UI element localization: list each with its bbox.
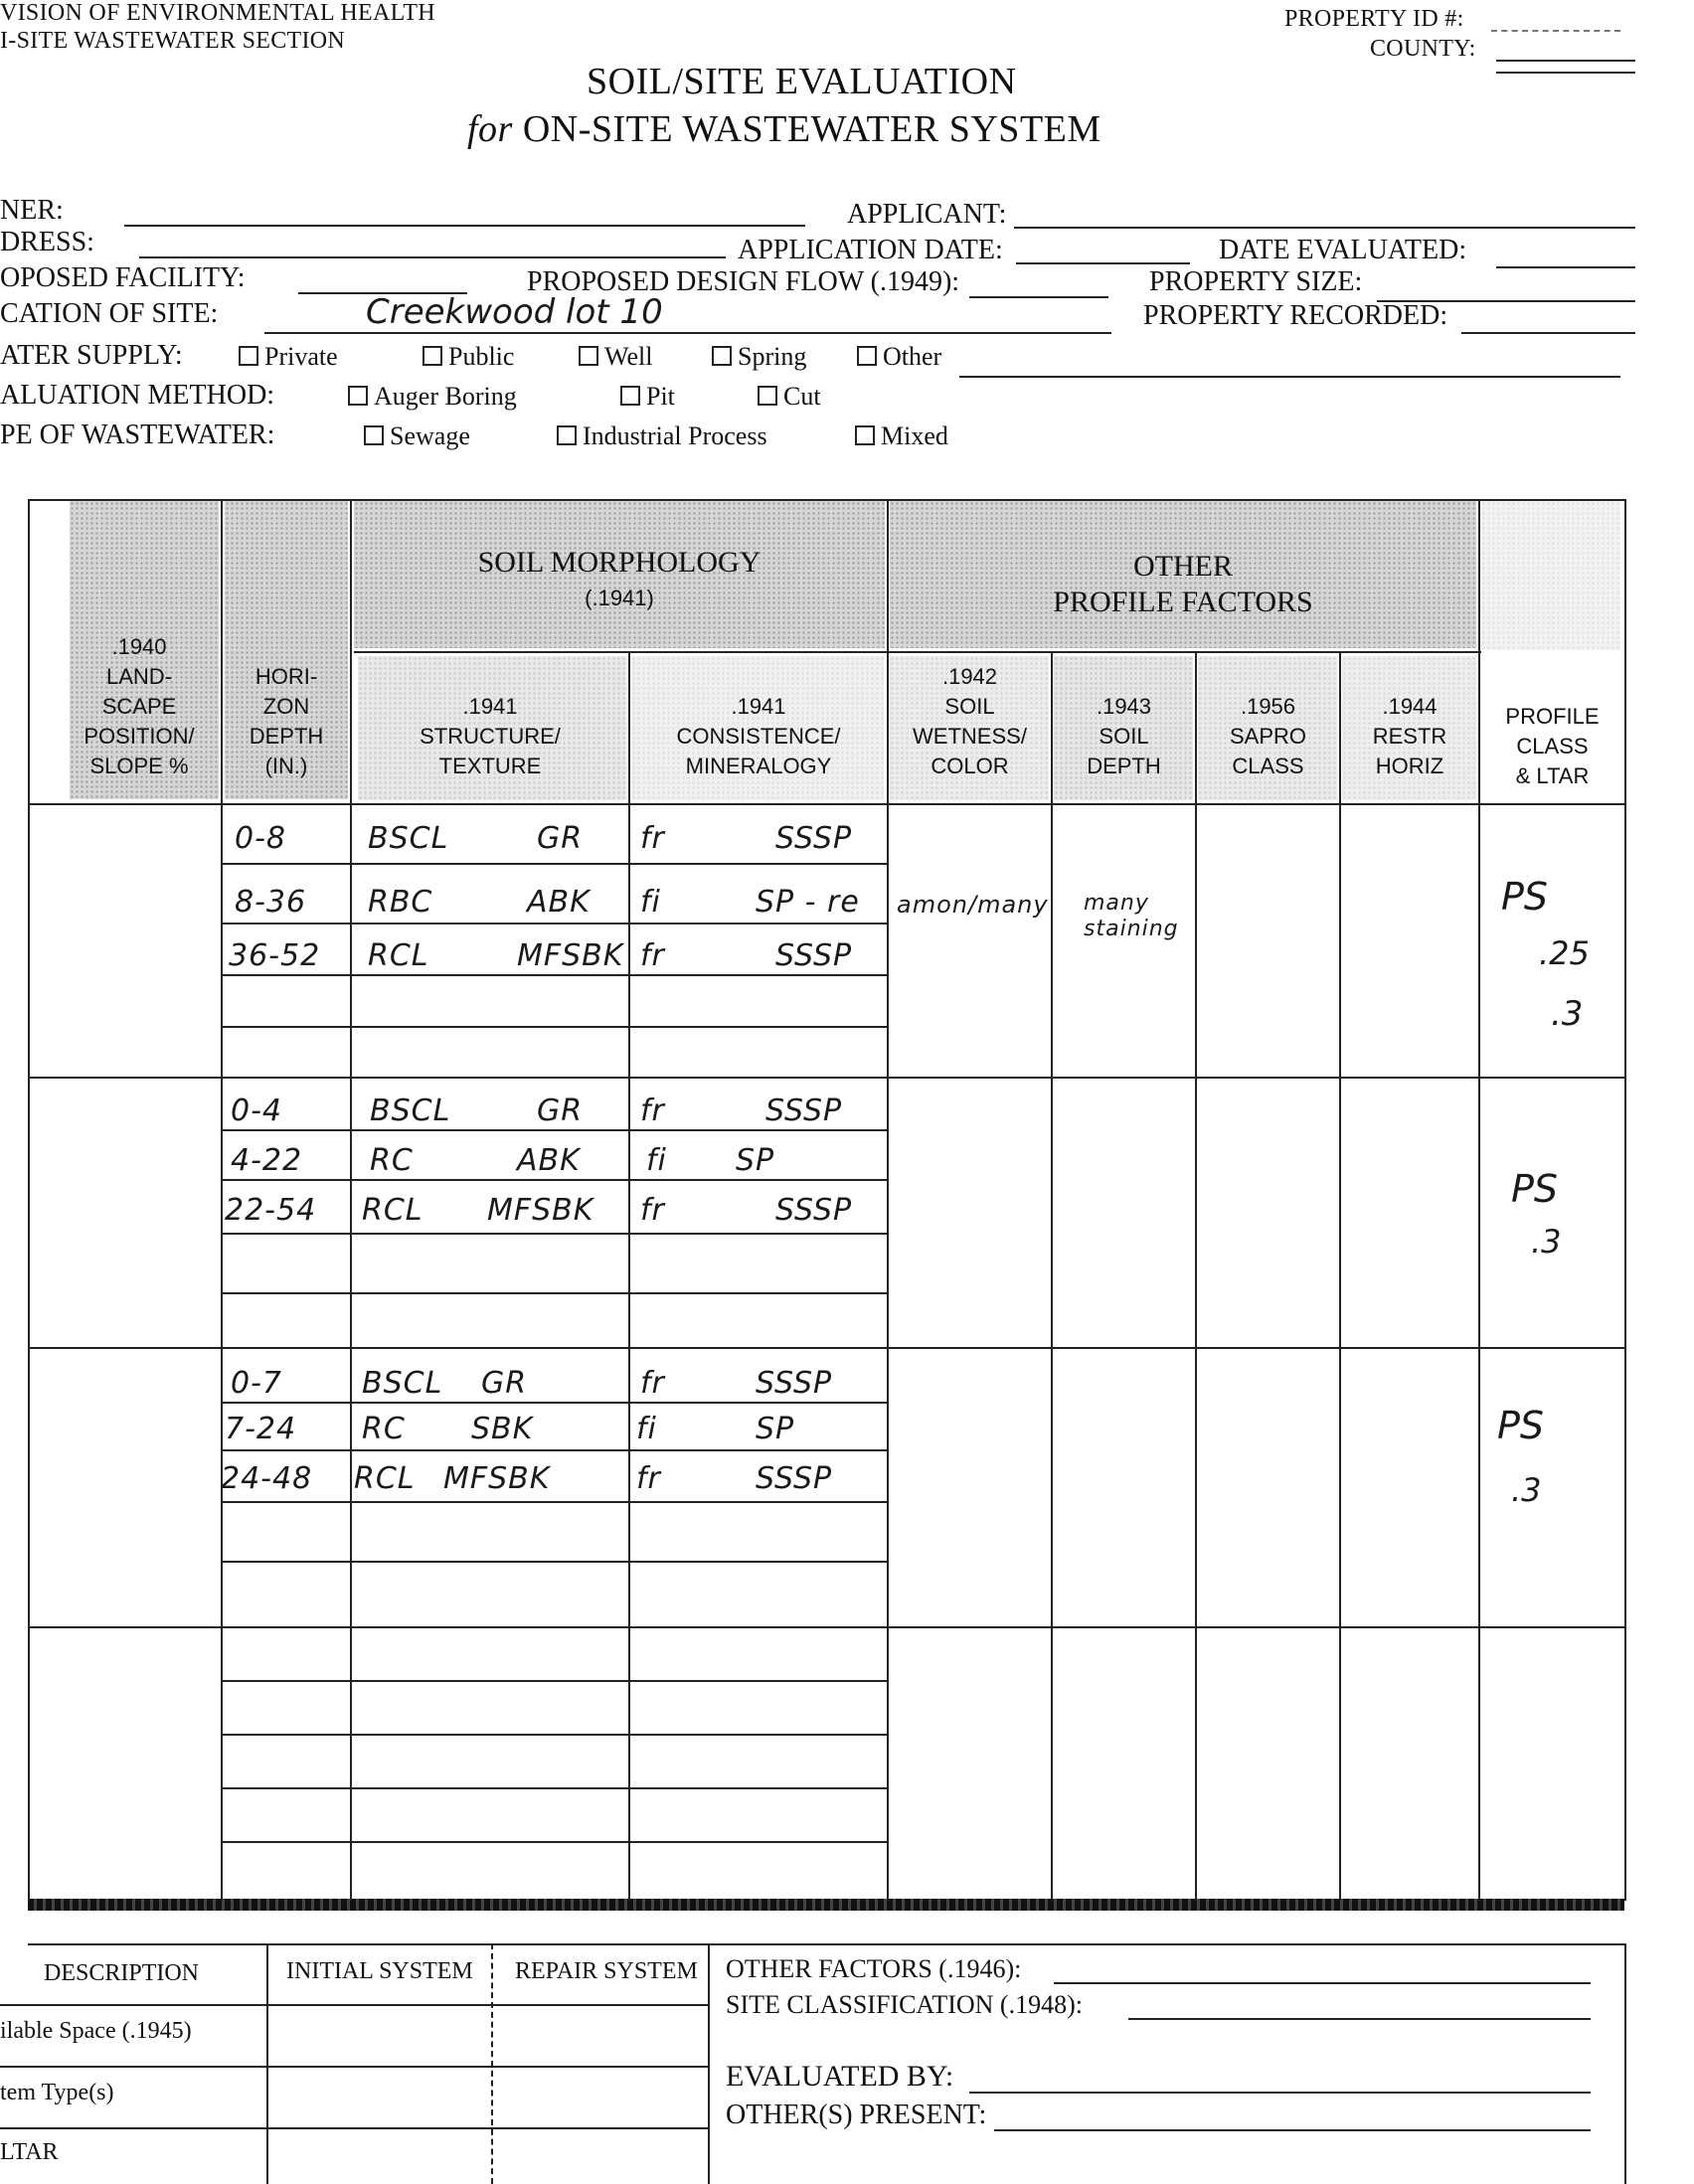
row-rule — [221, 1561, 887, 1563]
p1-row2-depth: 8-36 — [235, 885, 307, 920]
p3-row2-consist: fi — [636, 1412, 657, 1446]
profile-class-l1: PROFILE — [1505, 704, 1600, 729]
p1-row1-structure: BSCL — [368, 821, 449, 856]
property-recorded-label: PROPERTY RECORDED: — [1143, 300, 1448, 331]
pit-checkbox[interactable] — [620, 386, 640, 406]
subheader-rule — [354, 651, 1481, 653]
consistence-l1: CONSISTENCE/ — [676, 724, 841, 749]
col-consistence-header — [630, 692, 887, 781]
p1-ltar-2: .3 — [1551, 994, 1584, 1034]
p2-row3-consist: fr — [640, 1193, 665, 1228]
row-rule — [221, 1787, 887, 1789]
p3-row1-consist2: SSSP — [756, 1366, 833, 1401]
soil-morphology-header — [354, 545, 885, 616]
col-line-9 — [1624, 499, 1626, 1901]
sewage-option[interactable]: Sewage — [364, 421, 470, 451]
p3-row3-depth: 24-48 — [221, 1461, 313, 1496]
others-present-label: OTHER(S) PRESENT: — [726, 2100, 987, 2130]
footer-row-rule-2 — [0, 2066, 708, 2068]
spring-checkbox[interactable] — [712, 346, 732, 366]
footer-row-rule-3 — [0, 2127, 708, 2129]
p3-row3-consist: fr — [636, 1461, 661, 1496]
p3-row2-struct2: SBK — [471, 1412, 534, 1446]
table-bottom-bar — [28, 1899, 1624, 1911]
col-sapro-header — [1197, 692, 1339, 781]
water-spring-option[interactable]: Spring — [712, 342, 806, 372]
row-rule — [221, 1734, 887, 1736]
row-rule — [221, 974, 887, 976]
profile-2-divider — [28, 1347, 1624, 1349]
p3-row2-depth: 7-24 — [225, 1412, 297, 1446]
other-factors-field[interactable] — [1054, 1982, 1591, 1984]
p2-row3-consist2: SSSP — [775, 1193, 853, 1228]
wetness-code: .1942 — [941, 664, 998, 689]
row-rule — [221, 1292, 887, 1294]
p2-row2-consist: fi — [646, 1143, 667, 1178]
date-evaluated-field[interactable] — [1496, 266, 1635, 268]
county-field-underline — [1496, 72, 1635, 74]
col-line-3 — [628, 651, 630, 1901]
p2-row1-structure: BSCL — [370, 1093, 451, 1128]
agency-line-2: I-SITE WASTEWATER SECTION — [0, 28, 346, 54]
pit-option[interactable]: Pit — [620, 382, 675, 412]
property-id-field[interactable] — [1491, 30, 1620, 32]
p2-row2-depth: 4-22 — [231, 1143, 303, 1178]
cut-option[interactable]: Cut — [758, 382, 821, 412]
p3-ltar: .3 — [1511, 1471, 1542, 1509]
profile-class-l3: & LTAR — [1515, 763, 1590, 788]
col-horizon-header — [223, 662, 350, 781]
p1-row2-struct2: ABK — [527, 885, 591, 920]
p3-row1-structure: BSCL — [362, 1366, 443, 1401]
p1-row1-depth: 0-8 — [235, 821, 286, 856]
col-profile-class-header — [1480, 702, 1624, 791]
p2-ltar: .3 — [1531, 1223, 1562, 1260]
wetness-l2: WETNESS/ — [913, 724, 1027, 749]
evaluated-by-field[interactable] — [969, 2092, 1591, 2094]
col-line-7 — [1339, 651, 1341, 1901]
p3-row2-structure: RC — [362, 1412, 406, 1446]
p3-row3-structure: RCL — [354, 1461, 416, 1496]
owner-label: NER: — [0, 195, 64, 226]
p3-row1-struct2: GR — [481, 1366, 528, 1401]
landscape-l2: SCAPE — [101, 694, 177, 719]
footer-right-rule — [1624, 1943, 1626, 2184]
landscape-l1: LAND- — [105, 664, 172, 689]
location-label: CATION OF SITE: — [0, 298, 219, 329]
initial-system-header: INITIAL SYSTEM — [286, 1958, 473, 1984]
property-id-label: PROPERTY ID #: — [1284, 6, 1464, 32]
applicant-label: APPLICANT: — [847, 199, 1007, 230]
row-rule — [221, 863, 887, 865]
p1-row3-structure: RCL — [368, 938, 429, 973]
industrial-process-option[interactable]: Industrial Process — [557, 421, 767, 451]
other-checkbox[interactable] — [857, 346, 877, 366]
row-rule — [221, 1402, 887, 1404]
col-restr-header — [1341, 692, 1478, 781]
property-size-label: PROPERTY SIZE: — [1149, 266, 1363, 297]
col-line-5 — [1051, 651, 1053, 1901]
consistence-code: .1941 — [731, 694, 786, 719]
p1-row1-struct2: GR — [537, 821, 584, 856]
wetness-l1: SOIL — [944, 694, 995, 719]
other-profile-factors-header — [890, 549, 1476, 620]
p3-row1-consist: fr — [640, 1366, 665, 1401]
structure-l2: TEXTURE — [438, 754, 542, 778]
address-label: DRESS: — [0, 227, 94, 257]
sapro-l1: SAPRO — [1229, 724, 1307, 749]
p1-wetness: amon/many — [897, 891, 1049, 919]
soil-morphology-code: (.1941) — [585, 586, 654, 610]
p1-row1-consist2: SSSP — [775, 821, 853, 856]
row-rule — [221, 1841, 887, 1843]
horizon-l2: ZON — [262, 694, 310, 719]
row-rule — [221, 1501, 887, 1503]
p2-row1-consist2: SSSP — [765, 1093, 843, 1128]
row-rule — [221, 1680, 887, 1682]
horizon-l1: HORI- — [254, 664, 318, 689]
address-field[interactable] — [139, 256, 726, 258]
auger-boring-checkbox[interactable] — [348, 386, 368, 406]
header-bottom-rule — [28, 803, 1624, 805]
water-other-option[interactable]: Other — [857, 342, 941, 372]
county-field[interactable] — [1496, 60, 1635, 62]
p1-row2-consist: fi — [640, 885, 661, 920]
county-label: COUNTY: — [1370, 36, 1476, 62]
application-date-field[interactable] — [1016, 262, 1190, 264]
applicant-field[interactable] — [1014, 227, 1635, 229]
p1-soil-depth: many staining — [1084, 891, 1179, 941]
available-space-label: ilable Space (.1945) — [0, 2018, 192, 2044]
mixed-checkbox[interactable] — [855, 425, 875, 445]
water-well-option[interactable]: Well — [579, 342, 652, 372]
row-rule — [221, 1026, 887, 1028]
profile-1-divider — [28, 1077, 1624, 1079]
p2-row3-struct2: MFSBK — [487, 1193, 594, 1228]
footer-row-rule-1 — [0, 2004, 708, 2006]
footer-col-3 — [708, 1943, 710, 2184]
p1-row1-consist: fr — [640, 821, 665, 856]
col-structure-header — [352, 692, 628, 781]
subtitle-prefix: for — [467, 108, 513, 150]
landscape-l3: POSITION/ — [84, 724, 195, 749]
p2-row3-structure: RCL — [362, 1193, 424, 1228]
water-supply-label: ATER SUPPLY: — [0, 340, 183, 371]
public-checkbox[interactable] — [423, 346, 442, 366]
consistence-l2: MINERALOGY — [685, 754, 832, 778]
water-public-option[interactable]: Public — [423, 342, 514, 372]
subtitle-text: ON-SITE WASTEWATER SYSTEM — [522, 108, 1101, 150]
p2-row2-struct2: ABK — [517, 1143, 581, 1178]
proposed-facility-label: OPOSED FACILITY: — [0, 262, 246, 293]
profile-3-divider — [28, 1626, 1624, 1628]
application-date-label: APPLICATION DATE: — [738, 235, 1003, 265]
p2-row3-depth: 22-54 — [225, 1193, 317, 1228]
ltar-label: LTAR — [0, 2139, 59, 2165]
mixed-option[interactable]: Mixed — [855, 421, 948, 451]
sewage-checkbox[interactable] — [364, 425, 384, 445]
design-flow-field[interactable] — [969, 296, 1108, 298]
evaluated-by-label: EVALUATED BY: — [726, 2060, 954, 2093]
repair-system-header: REPAIR SYSTEM — [515, 1958, 698, 1984]
horizon-l4: (IN.) — [264, 754, 308, 778]
p3-row1-depth: 0-7 — [231, 1366, 282, 1401]
restr-l2: HORIZ — [1375, 754, 1444, 778]
col-soil-depth-header — [1053, 692, 1195, 781]
evaluation-method-label: ALUATION METHOD: — [0, 380, 275, 411]
col-line-0 — [28, 499, 30, 1901]
profile-class-l2: CLASS — [1516, 734, 1589, 758]
wastewater-label: PE OF WASTEWATER: — [0, 420, 275, 450]
page-subtitle — [467, 107, 1101, 151]
location-value: Creekwood lot 10 — [366, 292, 663, 332]
page-title: SOIL/SITE EVALUATION — [587, 61, 1017, 102]
p1-row2-consist2: SP - re — [756, 885, 860, 920]
well-checkbox[interactable] — [579, 346, 598, 366]
p2-row2-consist2: SP — [736, 1143, 775, 1178]
p2-row1-consist: fr — [640, 1093, 665, 1128]
other-factors-line1: OTHER — [1133, 550, 1233, 583]
site-classification-label: SITE CLASSIFICATION (.1948): — [726, 1990, 1083, 2019]
others-present-field[interactable] — [994, 2129, 1591, 2131]
row-rule — [221, 1449, 887, 1451]
industrial-process-checkbox[interactable] — [557, 425, 577, 445]
restr-l1: RESTR — [1372, 724, 1447, 749]
soil-depth-l1: SOIL — [1099, 724, 1149, 749]
p3-row3-struct2: MFSBK — [443, 1461, 551, 1496]
p1-row2-structure: RBC — [368, 885, 433, 920]
date-evaluated-label: DATE EVALUATED: — [1219, 235, 1467, 265]
footer-col-2 — [491, 1943, 493, 2184]
row-rule — [221, 1129, 887, 1131]
structure-code: .1941 — [462, 694, 518, 719]
p1-row3-consist2: SSSP — [775, 938, 853, 973]
p1-profile-class: PS — [1501, 875, 1549, 919]
agency-line-1: VISION OF ENVIRONMENTAL HEALTH — [0, 0, 435, 26]
sapro-l2: CLASS — [1232, 754, 1304, 778]
p1-row3-depth: 36-52 — [229, 938, 321, 973]
other-factors-line2: PROFILE FACTORS — [1053, 586, 1313, 618]
horizon-l3: DEPTH — [249, 724, 324, 749]
private-checkbox[interactable] — [239, 346, 258, 366]
description-header: DESCRIPTION — [44, 1960, 200, 1986]
p2-profile-class: PS — [1511, 1167, 1559, 1211]
site-classification-field[interactable] — [1128, 2018, 1591, 2020]
p2-row1-depth: 0-4 — [231, 1093, 282, 1128]
property-recorded-field[interactable] — [1461, 332, 1635, 334]
cut-checkbox[interactable] — [758, 386, 777, 406]
table-top-rule — [28, 499, 1624, 501]
row-rule — [221, 923, 887, 924]
owner-field[interactable] — [124, 225, 805, 227]
water-private-option[interactable]: Private — [239, 342, 338, 372]
footer-col-1 — [266, 1943, 268, 2184]
landscape-code: .1940 — [111, 634, 167, 659]
p1-row3-consist: fr — [640, 938, 665, 973]
wetness-l3: COLOR — [931, 754, 1009, 778]
system-type-label: tem Type(s) — [0, 2080, 114, 2105]
p1-row3-struct2: MFSBK — [517, 938, 624, 973]
soil-depth-code: .1943 — [1096, 694, 1152, 719]
col-landscape-header — [60, 632, 219, 781]
design-flow-label: PROPOSED DESIGN FLOW (.1949): — [527, 266, 960, 297]
p2-row1-struct2: GR — [537, 1093, 584, 1128]
p3-profile-class: PS — [1497, 1404, 1545, 1447]
sapro-code: .1956 — [1240, 694, 1296, 719]
row-rule — [221, 1179, 887, 1181]
landscape-l4: SLOPE % — [89, 754, 189, 778]
water-other-field[interactable] — [959, 376, 1620, 378]
soil-morphology-title: SOIL MORPHOLOGY — [477, 546, 762, 579]
auger-boring-option[interactable]: Auger Boring — [348, 382, 517, 412]
p1-ltar: .25 — [1539, 934, 1590, 972]
restr-code: .1944 — [1382, 694, 1438, 719]
soil-depth-l2: DEPTH — [1087, 754, 1161, 778]
row-rule — [221, 1233, 887, 1235]
other-factors-label: OTHER FACTORS (.1946): — [726, 1954, 1022, 1983]
p3-row2-consist2: SP — [756, 1412, 795, 1446]
col-wetness-header — [889, 662, 1051, 781]
col-line-6 — [1195, 651, 1197, 1901]
p2-row2-structure: RC — [370, 1143, 414, 1178]
p3-row3-consist2: SSSP — [756, 1461, 833, 1496]
structure-l1: STRUCTURE/ — [420, 724, 561, 749]
location-field[interactable] — [264, 332, 1111, 334]
shade-profile — [1481, 501, 1620, 650]
